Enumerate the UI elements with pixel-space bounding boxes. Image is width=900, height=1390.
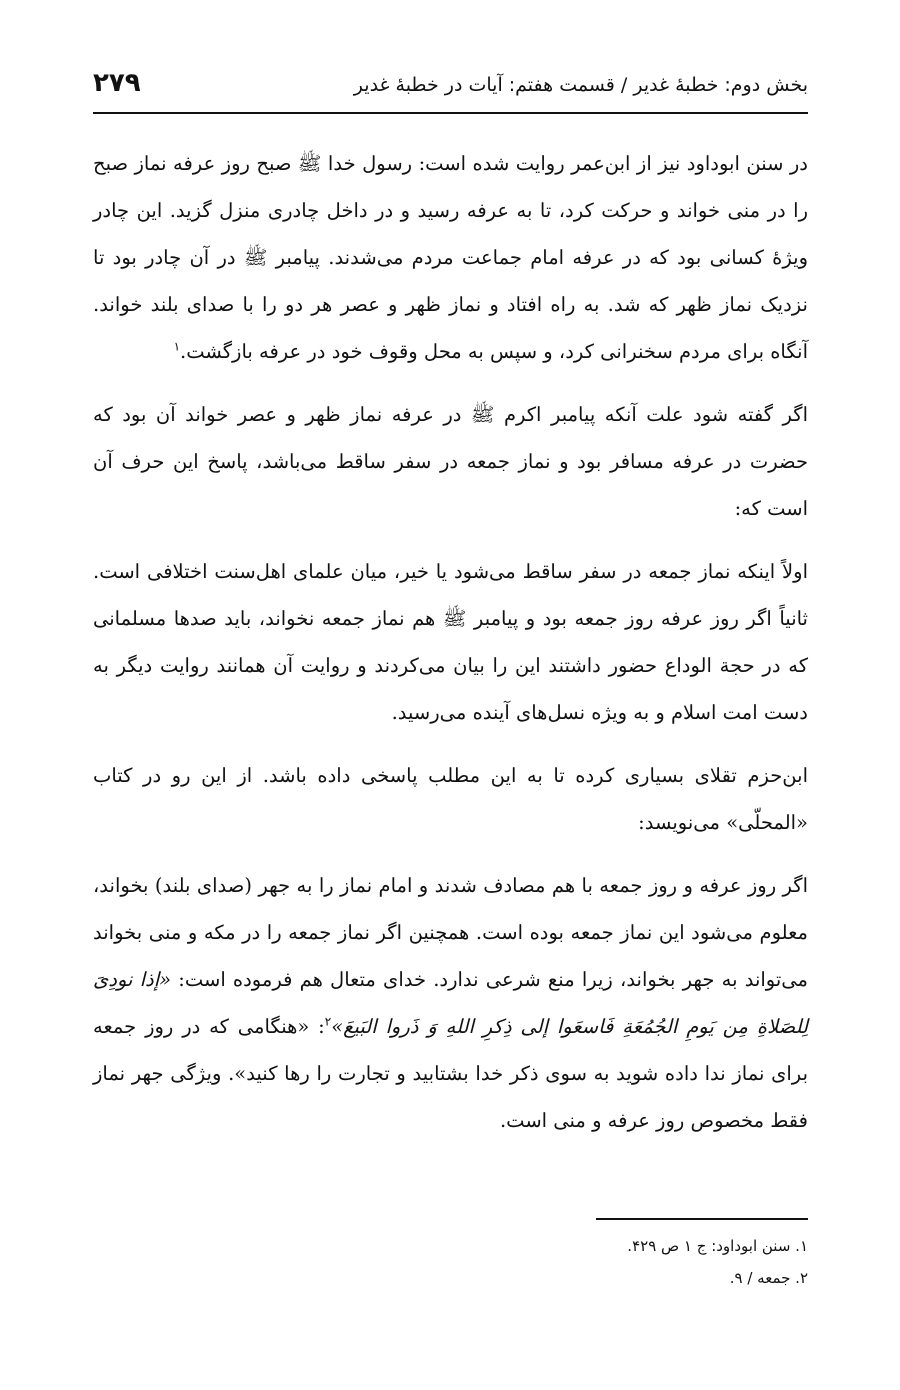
paragraph-2: اگر گفته شود علت آنکه پیامبر اکرم ﷺ در عرفه نماز ظهر و عصر خواند آن بود که حضرت در عرفه مسافر بود و نماز جمعه در سفر ساقط می‌باشد، پاسخ این حرف آن است که:	[93, 403, 809, 520]
footnote-ref-1: ۱	[173, 339, 181, 354]
paragraph-1-text: در سنن ابوداود نیز از ابن‌عمر روایت شده است: رسول خدا ﷺ صبح روز عرفه نماز صبح را در منی خواند و حرکت کرد، تا به عرفه رسید و در داخل چادری منزل گزید. این چادر ویژهٔ کسانی بود که در عرفه امام جماعت مردم می‌شدند. پیامبر ﷺ در آن چادر بود تا نزدیک نماز ظهر که شد. به راه افتاد و نماز ظهر و عصر هر دو را با صدای بلند خواند. آنگاه برای مردم سخنرانی کرد، و سپس به محل وقوف خود در عرفه بازگشت.	[93, 152, 808, 363]
paragraph-1	[93, 140, 808, 375]
page-number: ۲۷۹	[93, 68, 141, 98]
quran-verse: «إذا نودِیَ لِلصَلاةِ مِن یَومِ الجُمُعَةِ فَاسعَوا إلی ذِکرِ اللهِ وَ ذَروا البَیعَ»	[93, 968, 808, 1038]
footnote-1: ۱. سنن ابوداود: ج ۱ ص ۴۲۹.	[627, 1237, 808, 1255]
paragraph-5-text-a: اگر روز عرفه و روز جمعه با هم مصادف شدند و امام نماز را به جهر (صدای بلند) بخواند، معلوم می‌شود این نماز جمعه بوده است. همچنین اگر نماز جمعه را در مکه و منی بخواند می‌تواند به جهر بخواند، زیرا منع شرعی ندارد. خدای متعال هم فرموده است:	[93, 874, 808, 991]
footnote-ref-2: ۲	[324, 1014, 332, 1029]
paragraph-5-text-b: : «هنگامی که در روز جمعه برای نماز ندا داده شوید به سوی ذکر خدا بشتابید و تجارت را رها کنید». ویژگی جهر نماز فقط مخصوص روز عرفه و منی است.	[93, 1015, 808, 1132]
footnotes	[93, 1218, 808, 1294]
footnote-divider	[596, 1218, 808, 1220]
running-title: بخش دوم: خطبهٔ غدیر / قسمت هفتم: آیات در خطبهٔ غدیر	[353, 74, 808, 96]
page-header	[93, 68, 808, 114]
paragraph-3: اولاً اینکه نماز جمعه در سفر ساقط می‌شود یا خیر، میان علمای اهل‌سنت اختلافی است. ثانیاً اگر روز عرفه روز جمعه بود و پیامبر ﷺ هم نماز جمعه نخواند، باید صدها مسلمانی که در حجة الوداع حضور داشتند این را بیان می‌کردند و روایت آن همانند روایت دیگر به دست امت اسلام و به ویژه نسل‌های آینده می‌رسید.	[93, 560, 808, 724]
body-text	[93, 140, 808, 1160]
footnote-2: ۲. جمعه / ۹.	[729, 1269, 808, 1287]
paragraph-5	[93, 862, 808, 1144]
paragraph-4: ابن‌حزم تقلای بسیاری کرده تا به این مطلب پاسخی داده باشد. از این رو در کتاب «المحلّی» می‌نویسد:	[93, 764, 808, 834]
